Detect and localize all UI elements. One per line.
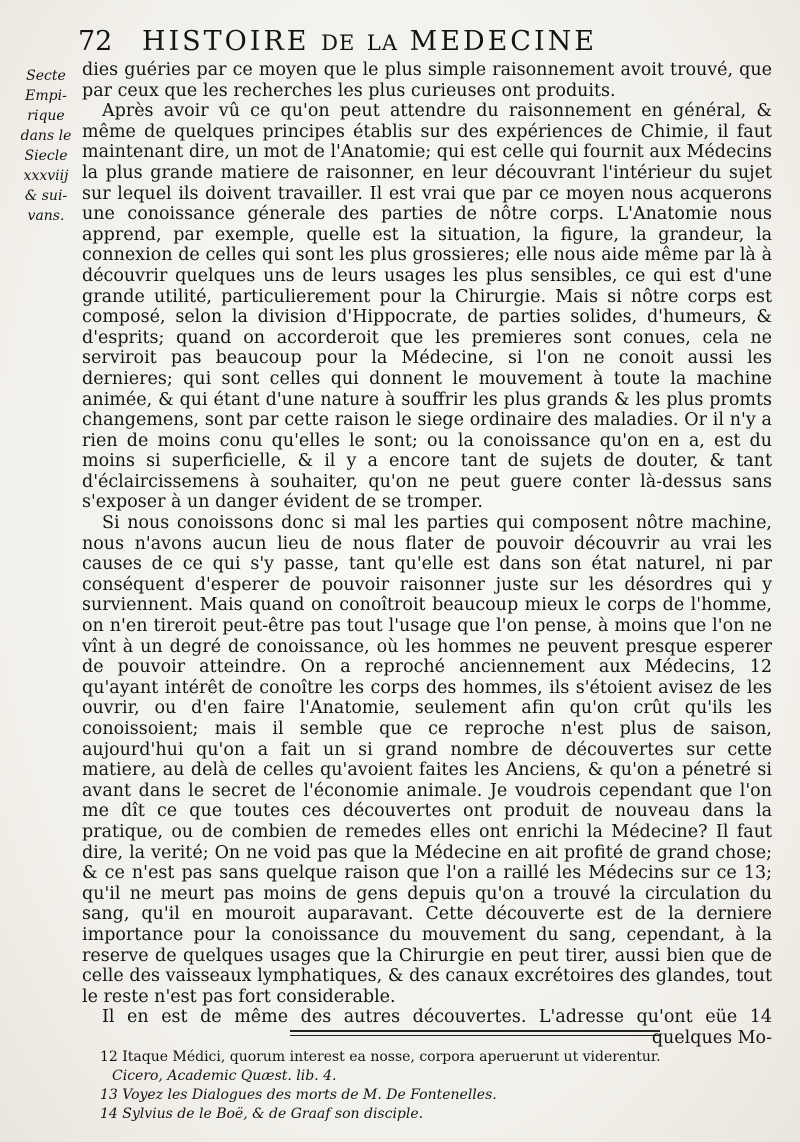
footnote: 13 Voyez les Dialogues des morts de M. De Fontenelles. bbox=[100, 1087, 497, 1103]
paragraph: dies guéries par ce moyen que le plus simple raisonnement avoit trouvé, que par ceux que les recherches les plus curieuses ont produits. bbox=[82, 60, 772, 101]
margin-note-line: Secte bbox=[26, 68, 66, 84]
margin-note-line: Siecle bbox=[24, 148, 68, 164]
paragraph: Après avoir vû ce qu'on peut attendre du raisonnement en général, & même de quelques principes établis sur des expériences de Chimie, il faut maintenant dire, un mot de l'Anatomie; qui est celle qui fournit aux Médecins la plus grande matiere de raisonner, en leur découvrant l'intérieur du sujet sur lequel ils doivent travailler. Il est vrai que par ce moyen nous acquerons une conoissance génerale des parties de nôtre corps. L'Anatomie nous apprend, par exemple, quelle est la situation, la figure, la grandeur, la connexion de celles qui sont les plus grossieres; elle nous aide même par là à découvrir quelques uns de leurs usages les plus sensibles, ce qui est d'une grande utilité, particulierement pour la Chirurgie. Mais si nôtre corps est composé, selon la division d'Hippocrate, de parties solides, d'humeurs, & d'esprits; quand on accorderoit que les premieres sont conues, cela ne serviroit pas beaucoup pour la Médecine, si l'on ne conoit aussi les dernieres; qui sont celles qui donnent le mouvement à toute la machine animée, & qui étant d'une nature à souffrir les plus grands & les plus promts changemens, sont par cette raison le siege ordinaire des maladies. Or il n'y a rien de moins conu qu'elles le sont; ou la conoissance qu'on en a, est du moins si superficielle, & il y a encore tant de sujets de douter, & tant d'éclaircissemens à souhaiter, qu'on ne peut guere conter là-dessus sans s'exposer à un danger évident de se tromper. bbox=[82, 101, 772, 513]
footnote: 12 Itaque Médici, quorum interest ea nosse, corpora aperuerunt ut viderentur. bbox=[100, 1049, 661, 1065]
margin-note-line: vans. bbox=[27, 208, 65, 224]
header-title-de: DE bbox=[321, 31, 356, 55]
margin-note-line: rique bbox=[27, 108, 65, 124]
paragraph: Si nous conoissons donc si mal les parties qui composent nôtre machine, nous n'avons aucun lieu de nous flater de pouvoir découvrir au vrai les causes de ce qui s'y passe, tant qu'elle est dans son état naturel, ni par conséquent d'esperer de pouvoir raisonner juste sur les désordres qui y surviennent. Mais quand on conoîtroit beaucoup mieux le corps de l'homme, on n'en tireroit peut-être pas tout l'usage que l'on pense, à moins que l'on ne vînt à un degré de conoissance, où les hommes ne peuvent presque esperer de pouvoir atteindre. On a reproché anciennement aux Médecins, 12 qu'ayant intérêt de conoître les corps des hommes, ils s'étoient avisez de les ouvrir, ou d'en faire l'Anatomie, seulement afin qu'on crût qu'ils les conoissoient; mais il semble que ce reproche n'est plus de saison, aujourd'hui qu'on a fait un si grand nombre de découvertes sur cette matiere, au delà de celles qu'avoient faites les Anciens, & qu'on a pénetré si avant dans le secret de l'économie animale. Je voudrois cependant que l'on me dît ce que toutes ces découvertes ont produit de nouveau dans la pratique, ou de combien de remedes elles ont enrichi la Médecine? Il faut dire, la verité; On ne void pas que la Médecine en ait profité de grand chose; & ce n'est pas sans quelque raison que l'on a raillé les Médecins sur ce 13; qu'il ne meurt pas moins de gens depuis qu'on a trouvé la circulation du sang, qu'il en mouroit auparavant. Cette découverte est de la derniere importance pour la conoissance du mouvement du sang, cependant, à la reserve de quelques usages que la Chirurgie en peut tirer, aussi bien que de celle des vaisseaux lymphatiques, & des canaux excrétoires des glandes, tout le reste n'est pas fort considerable. bbox=[82, 513, 772, 1007]
margin-note-line: & sui- bbox=[24, 188, 68, 204]
margin-note-line: Empi- bbox=[25, 88, 67, 104]
footnotes bbox=[100, 1048, 770, 1124]
margin-note-line: dans le bbox=[20, 128, 72, 144]
header-title-histoire: HISTOIRE bbox=[141, 26, 310, 57]
margin-note bbox=[12, 66, 80, 226]
page-number: 72 bbox=[78, 26, 113, 57]
running-header bbox=[78, 26, 768, 59]
header-title-la: LA bbox=[366, 31, 398, 55]
header-title-medecine: MEDECINE bbox=[409, 26, 597, 57]
footnote-divider bbox=[290, 1030, 660, 1032]
margin-note-line: xxxviij bbox=[23, 168, 69, 184]
footnote: 14 Sylvius de le Boë, & de Graaf son disciple. bbox=[100, 1106, 424, 1122]
body-text bbox=[82, 60, 772, 1049]
paragraph: Il en est de même des autres découvertes. L'adresse qu'ont eüe 14 quelques Mo- bbox=[102, 1007, 772, 1048]
footnote-source: Cicero, Academic Quæst. lib. 4. bbox=[112, 1068, 337, 1084]
